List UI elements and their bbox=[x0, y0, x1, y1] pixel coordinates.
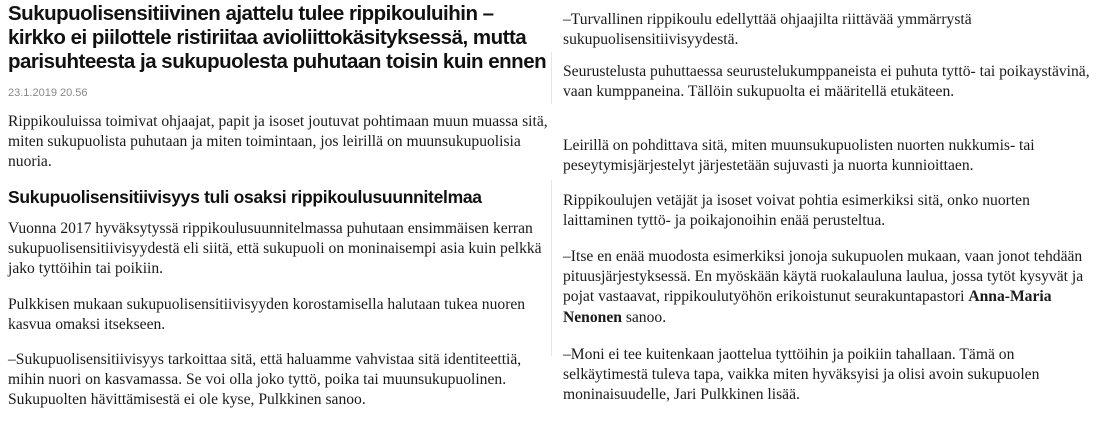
column-divider bbox=[551, 180, 552, 356]
paragraph: Rippikoulujen vetäjät ja isoset voivat pohtia esimerkiksi sitä, onko nuorten laittaminen tyttö- ja poikajonoihin enää perusteltua. bbox=[563, 192, 1030, 230]
paragraph: Seurustelusta puhuttaessa seurustelukumppaneista ei puhuta tyttö- tai poikaystävinä, vaan kumppaneina. Tällöin sukupuolta ei määritellä etukäteen. bbox=[563, 63, 1090, 101]
article-intro: Rippikouluissa toimivat ohjaajat, papit ja isoset joutuvat pohtimaan muun muassa sitä, miten sukupuolista puhutaan ja miten toimintaan, jos leirillä on muunsukupuolisia nuoria. bbox=[8, 113, 548, 171]
quote-paragraph bbox=[563, 247, 1093, 328]
paragraph: –Sukupuolisensitiivisyys tarkoittaa sitä, että haluamme vahvistaa sitä identiteettiä, mihin nuori on kasvamassa. Se voi olla joko tyttö, poika tai muunsukupuolinen. Sukupuolten hävittämisestä ei ole kyse, Pulkkinen sanoo. bbox=[8, 351, 522, 409]
paragraph: Pulkkisen mukaan sukupuolisensitiivisyyden korostamisella halutaan tukea nuoren kasvua omaksi itsekseen. bbox=[8, 296, 526, 334]
quote-text: –Itse en enää muodosta esimerkiksi jonoja sukupuolen mukaan, vaan jonot tehdään pituusjärjestyksessä. En myöskään käytä ruokalauluna laulua, jossa tytöt kysyvät ja pojat vastaavat, rippikoulutyöhön erikoistunut seurakuntapastori bbox=[563, 248, 1084, 306]
article-headline: Sukupuolisensitiivinen ajattelu tulee rippikouluihin – kirkko ei piilottele ristiriitaa avioliittokäsityksessä, mutta parisuhteesta ja sukupuolesta puhutaan toisin kuin ennen bbox=[8, 2, 547, 73]
person-name: Anna-Maria Nenonen bbox=[563, 288, 1052, 326]
quote-attribution: sanoo. bbox=[621, 308, 667, 326]
paragraph: –Turvallinen rippikoulu edellyttää ohjaajilta riittävää ymmärrystä sukupuolisensitiivisyydestä. bbox=[563, 11, 972, 49]
paragraph: Vuonna 2017 hyväksytyssä rippikoulusuunnitelmassa puhutaan ensimmäisen kerran sukupuolisensitiivisyydestä eli siitä, että sukupuoli on moninaisempi asia kuin pelkkä jako tyttöihin tai poikiin. bbox=[8, 220, 542, 278]
column-divider bbox=[551, 52, 552, 104]
paragraph: –Moni ei tee kuitenkaan jaottelua tyttöihin ja poikiin tahallaan. Tämä on selkäytimestä tuleva tapa, vaikka miten hyväksyisi ja olisi avoin sukupuolen moninaisuudelle, Jari Pulkkinen lisää. bbox=[563, 346, 1040, 404]
article-timestamp: 23.1.2019 20.56 bbox=[8, 87, 88, 99]
paragraph: Leirillä on pohdittava sitä, miten muunsukupuolisten nuorten nukkumis- tai peseytymisjärjestelyt järjestetään sujuvasti ja nuorta kunnioittaen. bbox=[563, 137, 1035, 175]
article-subheading: Sukupuolisensitiivisyys tuli osaksi rippikoulusuunnitelmaa bbox=[8, 187, 482, 207]
